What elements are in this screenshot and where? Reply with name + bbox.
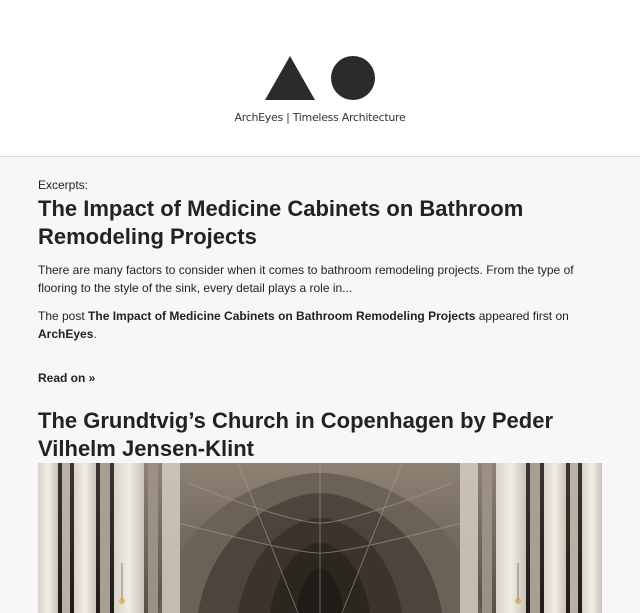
site-logo[interactable] <box>0 55 640 101</box>
circle-logo-icon <box>330 55 376 101</box>
attribution-prefix: The post <box>38 309 89 323</box>
read-on-link[interactable]: Read on » <box>38 371 96 385</box>
attribution-suffix: . <box>93 327 97 341</box>
post-title[interactable]: The Impact of Medicine Cabinets on Bathroom Remodeling Projects <box>38 196 524 249</box>
triangle-logo-icon <box>264 55 316 101</box>
excerpts-label: Excerpts: <box>38 178 89 192</box>
post-attribution <box>38 307 602 343</box>
attribution-site-link[interactable]: ArchEyes <box>38 327 94 341</box>
site-tagline: ArchEyes | Timeless Architecture <box>234 111 406 124</box>
main-content <box>0 157 640 613</box>
site-header <box>0 0 640 157</box>
attribution-post-link[interactable]: The Impact of Medicine Cabinets on Bathroom Remodeling Projects <box>88 309 476 323</box>
post-excerpt: There are many factors to consider when it comes to bathroom remodeling projects. From the type of flooring to the style of the sink, every detail plays a role in... <box>38 263 574 295</box>
church-interior-photo[interactable] <box>38 463 602 613</box>
attribution-middle: appeared first on <box>475 309 569 323</box>
post-title-2[interactable]: The Grundtvig’s Church in Copenhagen by Peder Vilhelm Jensen-Klint <box>38 408 554 461</box>
